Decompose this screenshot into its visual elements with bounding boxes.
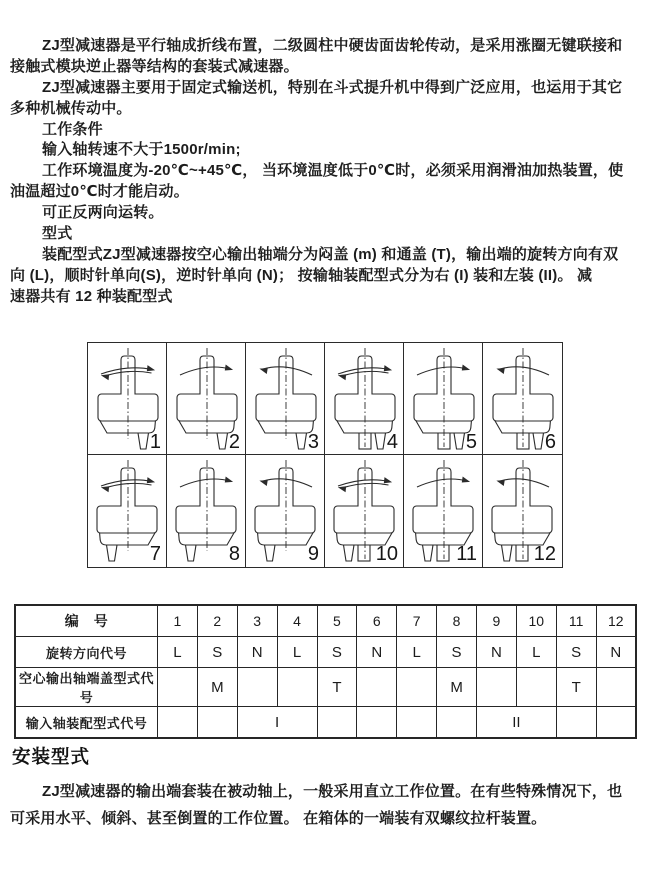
table-cell: N bbox=[477, 637, 517, 668]
text-line: 速器共有 12 种装配型式 bbox=[10, 287, 173, 305]
table-cell: 11 bbox=[556, 605, 596, 637]
reducer-schematic bbox=[325, 343, 404, 455]
table-cell: 10 bbox=[516, 605, 556, 637]
diagram-cell-5 bbox=[404, 343, 483, 455]
text-line: 接触式模块逆止器等结构的套装式减速器。 bbox=[10, 57, 299, 75]
table-cell: M bbox=[197, 668, 237, 707]
row-label: 空心输出轴端盖型式代号 bbox=[15, 668, 158, 707]
table-cell: N bbox=[237, 637, 277, 668]
reducer-schematic bbox=[167, 455, 246, 567]
cell-number: 7 bbox=[149, 543, 161, 565]
diagram-cell-6 bbox=[483, 343, 562, 455]
table-cell bbox=[197, 707, 237, 739]
table-cell: 4 bbox=[277, 605, 317, 637]
table-cell: T bbox=[556, 668, 596, 707]
table-cell: II bbox=[477, 707, 557, 739]
table-row bbox=[15, 668, 636, 707]
table-cell: 7 bbox=[397, 605, 437, 637]
table-cell bbox=[437, 707, 477, 739]
reducer-schematic bbox=[167, 343, 246, 455]
reducer-schematic bbox=[325, 455, 404, 567]
table-cell: L bbox=[397, 637, 437, 668]
text-line: 型式 bbox=[42, 225, 73, 243]
reducer-schematic bbox=[246, 343, 325, 455]
reducer-schematic bbox=[88, 343, 167, 455]
reducer-schematic bbox=[404, 343, 483, 455]
table-cell bbox=[158, 668, 198, 707]
assembly-code-table bbox=[14, 604, 637, 739]
cell-number: 1 bbox=[149, 431, 161, 453]
table-cell bbox=[317, 707, 357, 739]
table-cell bbox=[397, 707, 437, 739]
diagram-cell-3 bbox=[246, 343, 325, 455]
cell-number: 10 bbox=[375, 543, 398, 565]
diagram-cell-1 bbox=[88, 343, 167, 455]
installation-paragraph bbox=[10, 779, 642, 832]
table-cell: S bbox=[197, 637, 237, 668]
text-line: 可采用水平、倾斜、甚至倒置的工作位置。 在箱体的一端装有双螺纹拉杆装置。 bbox=[10, 809, 547, 827]
table-row bbox=[15, 637, 636, 668]
assembly-type-diagram-grid bbox=[87, 342, 563, 568]
cell-number: 9 bbox=[307, 543, 319, 565]
cell-number: 3 bbox=[307, 431, 319, 453]
intro-paragraphs bbox=[10, 36, 642, 308]
cell-number: 4 bbox=[386, 431, 398, 453]
table-cell: I bbox=[237, 707, 317, 739]
cell-number: 8 bbox=[228, 543, 240, 565]
table-cell: 2 bbox=[197, 605, 237, 637]
table-cell bbox=[397, 668, 437, 707]
table-cell bbox=[277, 668, 317, 707]
table-cell: T bbox=[317, 668, 357, 707]
table-cell: L bbox=[516, 637, 556, 668]
text-line: 输入轴转速不大于1500r/min; bbox=[42, 141, 241, 159]
section-heading: 安装型式 bbox=[12, 746, 91, 767]
table-cell: 8 bbox=[437, 605, 477, 637]
table-cell bbox=[596, 707, 636, 739]
text-line: 向 (L)，顺时针单向(S)，逆时针单向 (N)； 按输轴装配型式分为右 (I) 装和左装 (II)。 减 bbox=[10, 266, 593, 284]
table-cell bbox=[357, 668, 397, 707]
reducer-schematic bbox=[483, 455, 562, 567]
table-cell: 9 bbox=[477, 605, 517, 637]
diagram-cell-10 bbox=[325, 455, 404, 567]
row-label: 旋转方向代号 bbox=[15, 637, 158, 668]
reducer-schematic bbox=[483, 343, 562, 455]
text-line: 工作环境温度为-20℃~+45℃， 当环境温度低于0℃时，必须采用润滑油加热装置，使 bbox=[42, 162, 624, 180]
cell-number: 2 bbox=[228, 431, 240, 453]
table-cell: S bbox=[556, 637, 596, 668]
table-cell: N bbox=[596, 637, 636, 668]
cell-number: 5 bbox=[465, 431, 477, 453]
table-cell: M bbox=[437, 668, 477, 707]
text-line: ZJ型减速器的输出端套装在被动轴上，一般采用直立工作位置。在有些特殊情况下，也 bbox=[42, 783, 623, 800]
reducer-schematic bbox=[246, 455, 325, 567]
text-line: 可正反两向运转。 bbox=[42, 204, 164, 222]
diagram-cell-11 bbox=[404, 455, 483, 567]
table-cell: L bbox=[158, 637, 198, 668]
table-cell: S bbox=[317, 637, 357, 668]
diagram-cell-7 bbox=[88, 455, 167, 567]
table-cell: 12 bbox=[596, 605, 636, 637]
table-cell bbox=[556, 707, 596, 739]
table-cell: 6 bbox=[357, 605, 397, 637]
diagram-cell-9 bbox=[246, 455, 325, 567]
diagram-cell-8 bbox=[167, 455, 246, 567]
table-cell: S bbox=[437, 637, 477, 668]
row-label: 输入轴装配型式代号 bbox=[15, 707, 158, 739]
table-cell bbox=[158, 707, 198, 739]
table-cell: L bbox=[277, 637, 317, 668]
text-line: 多种机械传动中。 bbox=[10, 99, 132, 117]
table-cell: N bbox=[357, 637, 397, 668]
table-cell: 5 bbox=[317, 605, 357, 637]
text-line: 装配型式ZJ型减速器按空心输出轴端分为闷盖 (m) 和通盖 (T)，输出端的旋转方向有双 bbox=[42, 245, 619, 263]
table-cell bbox=[516, 668, 556, 707]
table-cell bbox=[357, 707, 397, 739]
reducer-schematic bbox=[88, 455, 167, 567]
text-line: 油温超过0℃时才能启动。 bbox=[10, 183, 189, 201]
reducer-schematic bbox=[404, 455, 483, 567]
table-cell bbox=[237, 668, 277, 707]
row-label: 编 号 bbox=[15, 605, 158, 637]
diagram-cell-2 bbox=[167, 343, 246, 455]
table-row bbox=[15, 605, 636, 637]
diagram-cell-12 bbox=[483, 455, 562, 567]
cell-number: 6 bbox=[544, 431, 556, 453]
table-cell: 1 bbox=[158, 605, 198, 637]
table-row bbox=[15, 707, 636, 739]
diagram-cell-4 bbox=[325, 343, 404, 455]
text-line: ZJ型减速器主要用于固定式输送机，特别在斗式提升机中得到广泛应用，也运用于其它 bbox=[42, 78, 623, 96]
table-cell bbox=[596, 668, 636, 707]
table-cell: 3 bbox=[237, 605, 277, 637]
text-line: ZJ型减速器是平行轴成折线布置，二级圆柱中硬齿面齿轮传动，是采用涨圈无键联接和 bbox=[42, 37, 623, 54]
table-cell bbox=[477, 668, 517, 707]
cell-number: 11 bbox=[456, 543, 477, 565]
cell-number: 12 bbox=[533, 543, 556, 565]
text-line: 工作条件 bbox=[42, 120, 103, 138]
